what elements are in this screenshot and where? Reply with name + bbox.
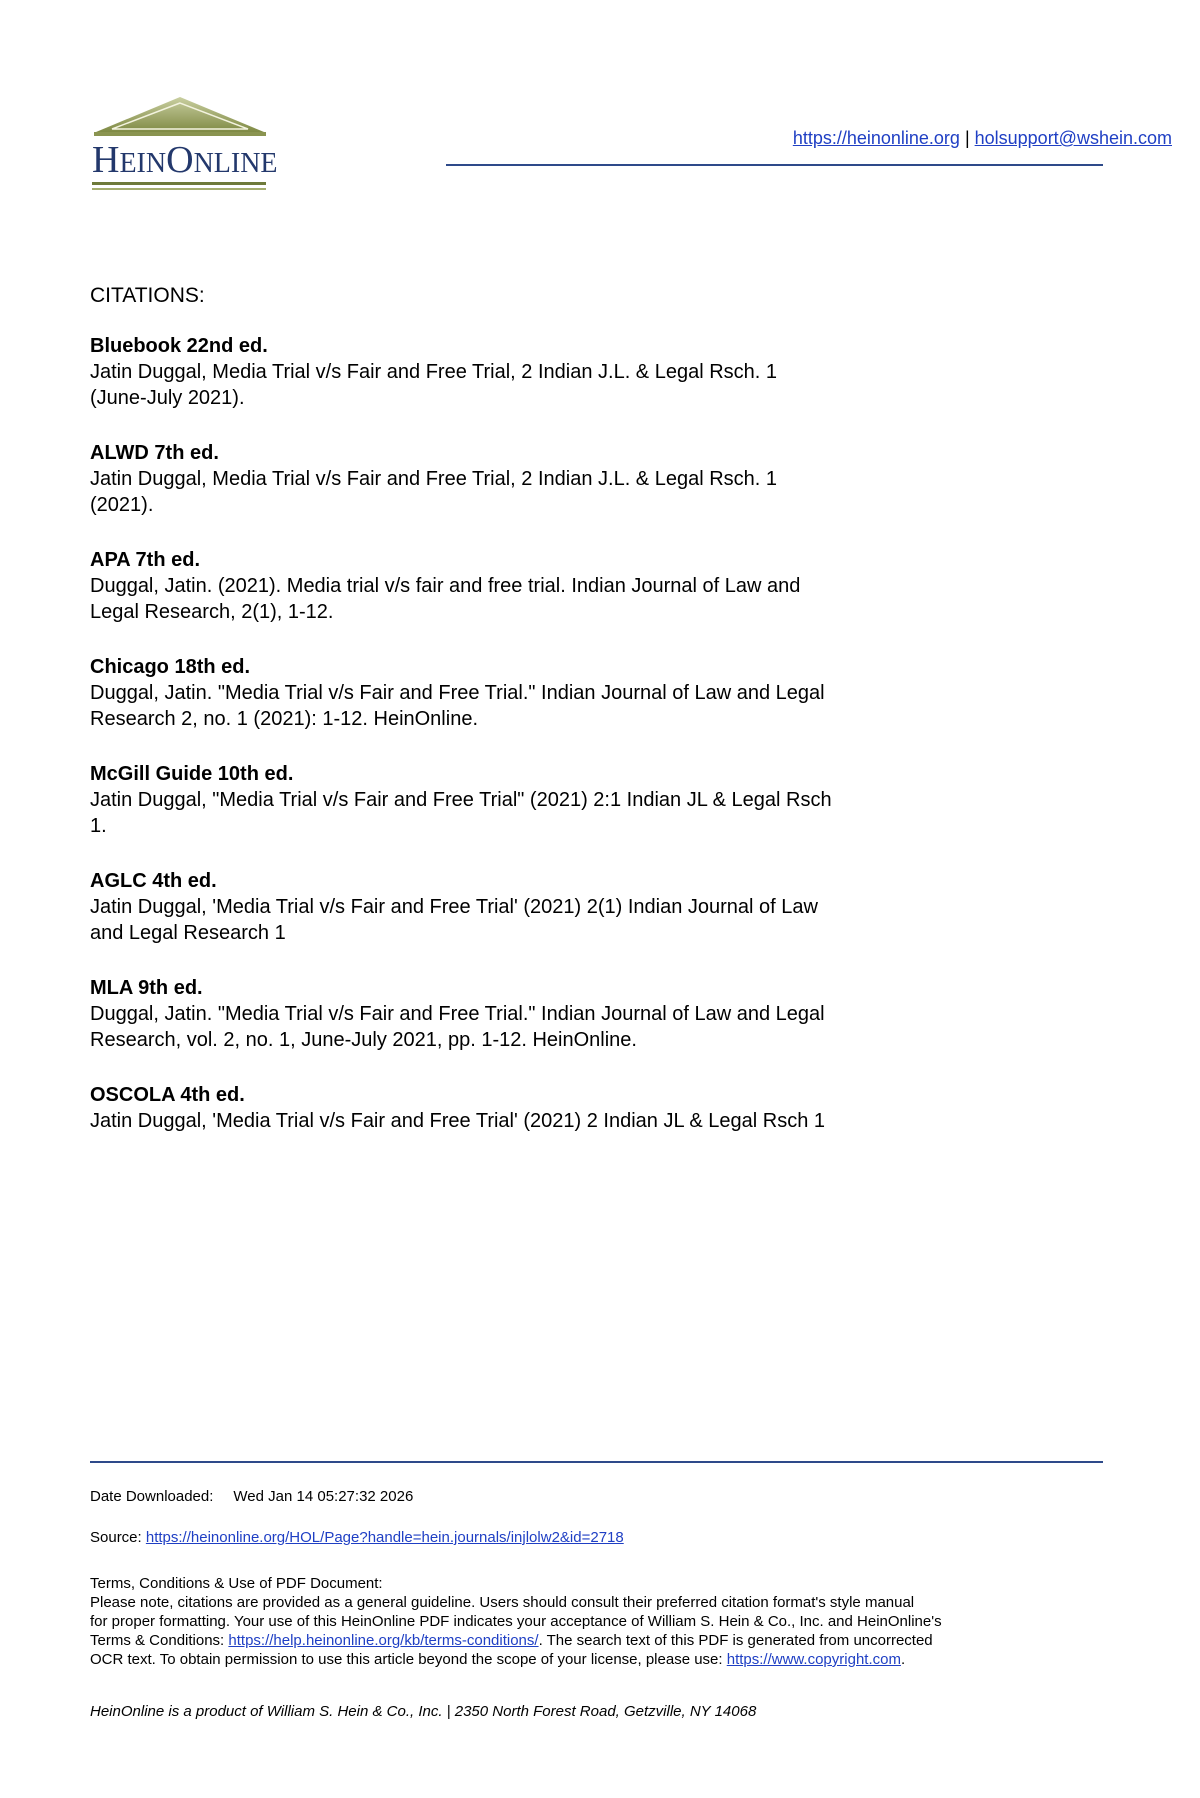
- citation-style: MLA 9th ed.: [90, 977, 203, 999]
- citations-heading: CITATIONS:: [90, 284, 205, 307]
- citation-style: AGLC 4th ed.: [90, 870, 217, 892]
- citation-text-line: (2021).: [90, 494, 154, 516]
- citation-style: Chicago 18th ed.: [90, 656, 251, 678]
- citation-style: Bluebook 22nd ed.: [90, 335, 268, 357]
- citations-section: [90, 283, 1010, 1163]
- citation-text-line: Jatin Duggal, Media Trial v/s Fair and Free Trial, 2 Indian J.L. & Legal Rsch. 1: [90, 361, 777, 383]
- citation-text-line: Jatin Duggal, "Media Trial v/s Fair and Free Trial" (2021) 2:1 Indian JL & Legal Rsch: [90, 789, 832, 811]
- citation-text-line: 1.: [90, 815, 107, 837]
- citation-text-line: Jatin Duggal, 'Media Trial v/s Fair and Free Trial' (2021) 2 Indian JL & Legal Rsch 1: [90, 1110, 826, 1132]
- citation-text-line: Research, vol. 2, no. 1, June-July 2021, pp. 1-12. HeinOnline.: [90, 1029, 637, 1051]
- citation-entry: [90, 761, 1010, 839]
- date-value: Wed Jan 14 05:27:32 2026: [233, 1488, 414, 1505]
- citation-style: OSCOLA 4th ed.: [90, 1084, 245, 1106]
- citation-text-line: Duggal, Jatin. (2021). Media trial v/s fair and free trial. Indian Journal of Law and: [90, 575, 801, 597]
- citation-text-line: Jatin Duggal, Media Trial v/s Fair and Free Trial, 2 Indian J.L. & Legal Rsch. 1: [90, 468, 777, 490]
- header-separator: |: [959, 128, 975, 148]
- product-line: HeinOnline is a product of William S. Hein & Co., Inc. | 2350 North Forest Road, Getzville, NY 14068: [90, 1703, 757, 1720]
- citation-entry: [90, 1082, 1010, 1134]
- copyright-link[interactable]: https://www.copyright.com: [726, 1651, 901, 1668]
- citation-entry: [90, 547, 1010, 625]
- citation-style: APA 7th ed.: [90, 549, 201, 571]
- heinonline-logo: [90, 92, 400, 196]
- terms-line: for proper formatting. Your use of this HeinOnline PDF indicates your acceptance of William S. Hein & Co., Inc. and HeinOnline's: [90, 1613, 942, 1630]
- terms-line: Please note, citations are provided as a general guideline. Users should consult their preferred citation format's style manual: [90, 1594, 915, 1611]
- citation-entry: [90, 440, 1010, 518]
- citation-style: ALWD 7th ed.: [90, 442, 219, 464]
- citation-text-line: (June-July 2021).: [90, 387, 245, 409]
- support-email-link[interactable]: holsupport@wshein.com: [974, 128, 1172, 148]
- date-downloaded: [90, 1487, 1120, 1506]
- citation-entry: [90, 333, 1010, 411]
- footer-divider: [90, 1461, 1103, 1463]
- citation-entry: [90, 654, 1010, 732]
- terms-title: Terms, Conditions & Use of PDF Document:: [90, 1575, 383, 1592]
- citation-text-line: Duggal, Jatin. "Media Trial v/s Fair and Free Trial." Indian Journal of Law and Legal: [90, 1003, 825, 1025]
- citation-entry: [90, 868, 1010, 946]
- citation-text-line: Duggal, Jatin. "Media Trial v/s Fair and Free Trial." Indian Journal of Law and Legal: [90, 682, 825, 704]
- terms-line: Terms & Conditions: https://help.heinonline.org/kb/terms-conditions/. The search text of this PDF is generated from uncorrected: [90, 1632, 933, 1649]
- source-label: Source:: [90, 1529, 146, 1546]
- citation-style: McGill Guide 10th ed.: [90, 763, 294, 785]
- logo-wordmark: HEINONLINE: [92, 139, 278, 181]
- citation-text-line: and Legal Research 1: [90, 922, 286, 944]
- header-divider: [446, 164, 1103, 166]
- terms-link[interactable]: https://help.heinonline.org/kb/terms-conditions/: [228, 1632, 539, 1649]
- date-label: Date Downloaded:: [90, 1488, 214, 1505]
- terms-block: [90, 1574, 1120, 1669]
- citation-entry: [90, 975, 1010, 1053]
- terms-line: OCR text. To obtain permission to use this article beyond the scope of your license, please use: https://www.copyright.com.: [90, 1651, 906, 1668]
- header-links: [560, 128, 1172, 149]
- citation-list: [90, 333, 1010, 1134]
- citation-text-line: Research 2, no. 1 (2021): 1-12. HeinOnline.: [90, 708, 478, 730]
- heinonline-url-link[interactable]: https://heinonline.org: [792, 128, 960, 148]
- source-link[interactable]: https://heinonline.org/HOL/Page?handle=hein.journals/injlolw2&id=2718: [145, 1529, 624, 1546]
- citation-text-line: Jatin Duggal, 'Media Trial v/s Fair and Free Trial' (2021) 2(1) Indian Journal of Law: [90, 896, 818, 918]
- source-row: [90, 1528, 1120, 1547]
- citation-text-line: Legal Research, 2(1), 1-12.: [90, 601, 334, 623]
